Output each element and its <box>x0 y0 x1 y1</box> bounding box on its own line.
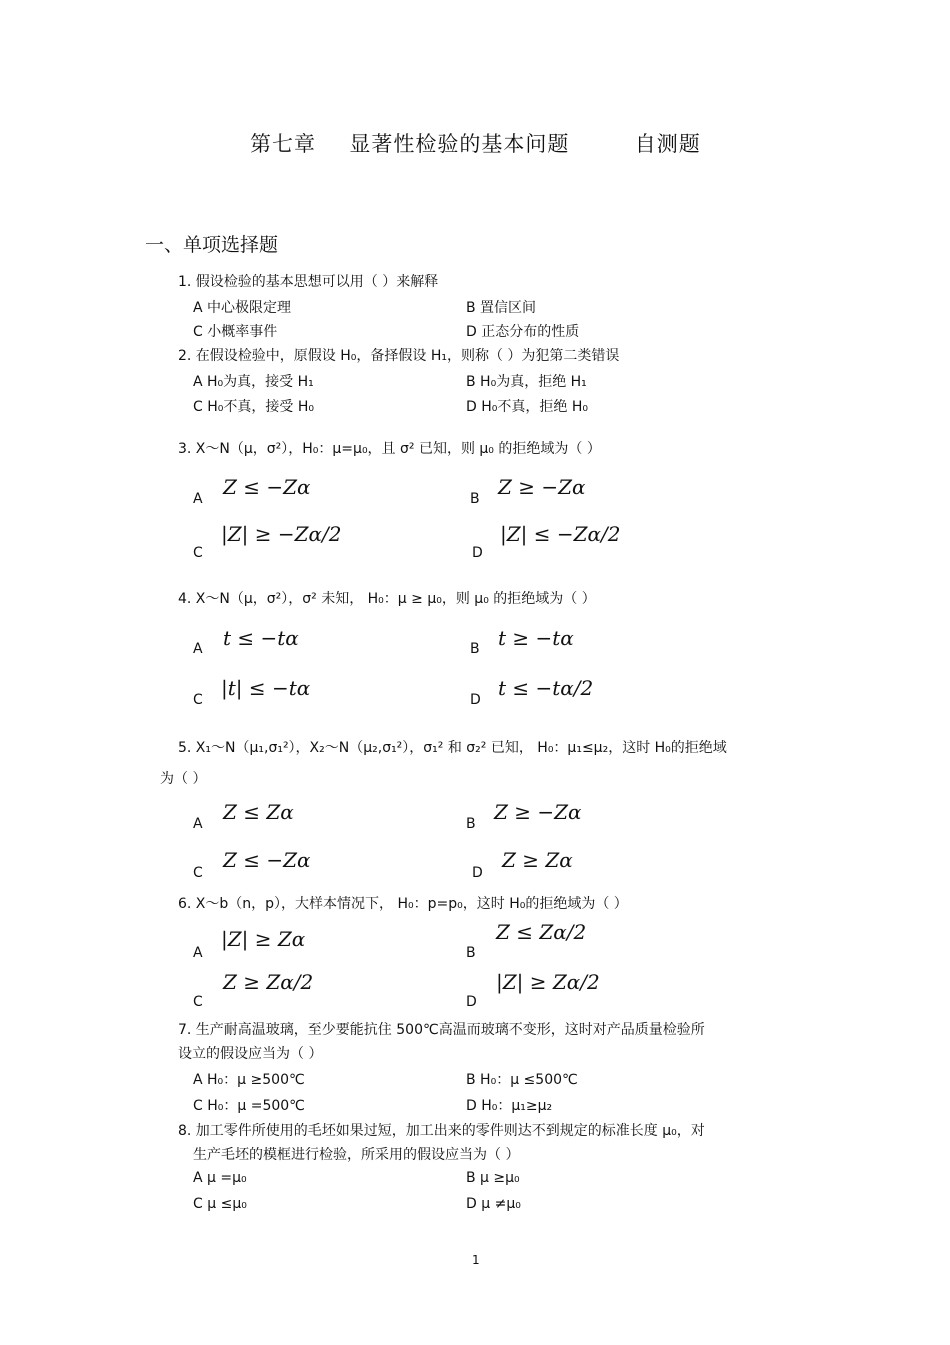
q1-option-b: B 置信区间 <box>466 300 537 316</box>
q5-formula-b: Z ≥ −Zα <box>494 800 582 824</box>
title-chapter: 第七章 <box>250 132 316 156</box>
q2-option-a: A H₀为真，接受 H₁ <box>193 374 314 390</box>
question-7: 7. 生产耐高温玻璃，至少要能抗住 500℃高温而玻璃不变形，这时对产品质量检验所 <box>178 1022 705 1038</box>
q2-option-b: B H₀为真，拒绝 H₁ <box>466 374 587 390</box>
q4-label-c: C <box>193 692 203 708</box>
question-3: 3. X～N（μ，σ²），H₀：μ=μ₀，且 σ² 已知，则 μ₀ 的拒绝域为（ ） <box>178 441 601 457</box>
q1-option-a: A 中心极限定理 <box>193 300 292 316</box>
q6-label-c: C <box>193 994 203 1010</box>
q5-formula-a: Z ≤ Zα <box>223 800 294 824</box>
section-heading: 一、单项选择题 <box>145 234 279 256</box>
page-title <box>250 128 701 158</box>
q3-formula-d: |Z| ≤ −Zα/2 <box>500 522 621 546</box>
q7-option-a: A H₀：μ ≥500℃ <box>193 1072 305 1088</box>
question-5: 5. X₁～N（μ₁,σ₁²），X₂～N（μ₂,σ₁²），σ₁² 和 σ₂² 已知， H₀：μ₁≤μ₂，这时 H₀的拒绝域 <box>178 740 727 756</box>
q6-label-b: B <box>466 945 476 961</box>
title-topic: 显著性检验的基本问题 <box>349 132 570 156</box>
q7-option-b: B H₀：μ ≤500℃ <box>466 1072 578 1088</box>
q8-option-b: B μ ≥μ₀ <box>466 1170 520 1186</box>
q6-label-a: A <box>193 945 203 961</box>
q1-option-d: D 正态分布的性质 <box>466 324 580 340</box>
q4-formula-c: |t| ≤ −tα <box>221 676 311 700</box>
q5-formula-d: Z ≥ Zα <box>502 848 573 872</box>
q8-option-d: D μ ≠μ₀ <box>466 1196 521 1212</box>
question-7-cont: 设立的假设应当为（ ） <box>178 1046 323 1062</box>
question-8-cont: 生产毛坯的模框进行检验，所采用的假设应当为（ ） <box>193 1147 520 1163</box>
q8-option-a: A μ =μ₀ <box>193 1170 247 1186</box>
q4-label-a: A <box>193 641 203 657</box>
q2-option-c: C H₀不真，接受 H₀ <box>193 399 314 415</box>
q7-option-d: D H₀：μ₁≥μ₂ <box>466 1098 553 1114</box>
question-6: 6. X～b（n，p），大样本情况下， H₀：p=p₀，这时 H₀的拒绝域为（ ） <box>178 896 628 912</box>
q3-formula-a: Z ≤ −Zα <box>223 475 311 499</box>
q5-label-a: A <box>193 816 203 832</box>
question-5-cont: 为（ ） <box>160 771 207 787</box>
q5-label-d: D <box>472 865 483 881</box>
q6-formula-b: Z ≤ Zα/2 <box>496 920 587 944</box>
q6-formula-c: Z ≥ Zα/2 <box>223 970 314 994</box>
q3-formula-c: |Z| ≥ −Zα/2 <box>221 522 342 546</box>
q8-option-c: C μ ≤μ₀ <box>193 1196 247 1212</box>
question-2: 2. 在假设检验中，原假设 H₀，备择假设 H₁，则称（ ）为犯第二类错误 <box>178 348 620 364</box>
q3-formula-b: Z ≥ −Zα <box>498 475 586 499</box>
q6-formula-a: |Z| ≥ Zα <box>221 927 306 951</box>
q6-label-d: D <box>466 994 477 1010</box>
q4-label-b: B <box>470 641 480 657</box>
q2-option-d: D H₀不真，拒绝 H₀ <box>466 399 588 415</box>
q3-label-d: D <box>472 545 483 561</box>
q3-label-c: C <box>193 545 203 561</box>
question-8: 8. 加工零件所使用的毛坯如果过短，加工出来的零件则达不到规定的标准长度 μ₀，对 <box>178 1123 705 1139</box>
title-suffix: 自测题 <box>634 132 701 156</box>
q5-label-c: C <box>193 865 203 881</box>
q5-label-b: B <box>466 816 476 832</box>
q7-option-c: C H₀：μ =500℃ <box>193 1098 305 1114</box>
question-1: 1. 假设检验的基本思想可以用（ ）来解释 <box>178 274 439 290</box>
q1-option-c: C 小概率事件 <box>193 324 278 340</box>
q3-label-b: B <box>470 491 480 507</box>
question-4: 4. X～N（μ，σ²），σ² 未知， H₀：μ ≥ μ₀，则 μ₀ 的拒绝域为（ ） <box>178 591 596 607</box>
q3-label-a: A <box>193 491 203 507</box>
q4-formula-d: t ≤ −tα/2 <box>498 676 594 700</box>
q4-formula-b: t ≥ −tα <box>498 626 574 650</box>
q5-formula-c: Z ≤ −Zα <box>223 848 311 872</box>
page-number: 1 <box>472 1253 480 1267</box>
q4-label-d: D <box>470 692 481 708</box>
q4-formula-a: t ≤ −tα <box>223 626 299 650</box>
q6-formula-d: |Z| ≥ Zα/2 <box>496 970 600 994</box>
